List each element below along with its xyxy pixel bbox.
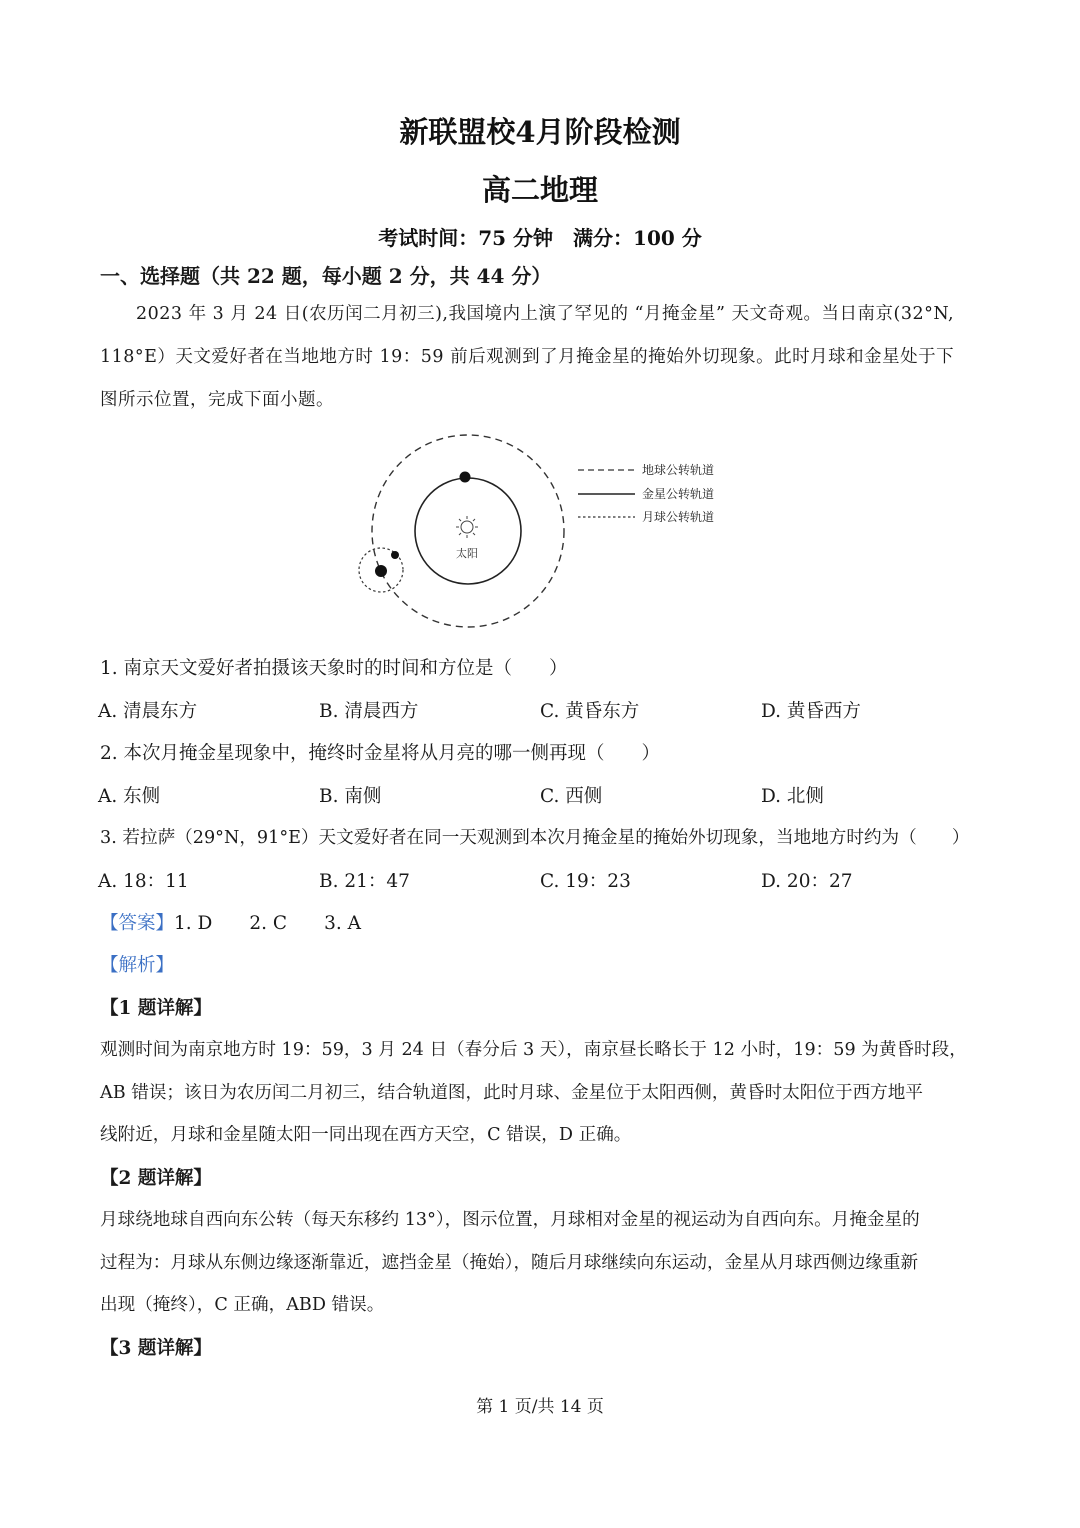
question-3-option-d: D. 20：27: [761, 871, 853, 892]
question-1-stem: 1. 南京天文爱好者拍摄该天象时的时间和方位是（ ）: [100, 658, 568, 679]
legend-label-earth-orbit: 地球公转轨道: [642, 463, 715, 477]
detail-2-line-3: 出现（掩终），C 正确，ABD 错误。: [100, 1295, 385, 1315]
legend-label-moon-orbit: 月球公转轨道: [642, 510, 715, 524]
intro-line-2: 118°E）天文爱好者在当地地方时 19：59 前后观测到了月掩金星的掩始外切现象。此时月球和金星处于下: [100, 347, 955, 367]
intro-line-1: 2023 年 3 月 24 日(农历闰二月初三),我国境内上演了罕见的 “月掩金星” 天文奇观。当日南京(32°N,: [136, 304, 955, 324]
sun-label: 太阳: [456, 547, 478, 560]
answer-row: [100, 909, 361, 935]
orbit-diagram: [350, 425, 750, 635]
question-2-option-a: A. 东侧: [98, 786, 161, 807]
detail-2-line-2: 过程为：月球从东侧边缘逐渐靠近，遮挡金星（掩始），随后月球继续向东运动，金星从月球西侧边缘重新: [100, 1253, 919, 1273]
earth-orbit: [372, 435, 564, 627]
venus-orbit: [415, 478, 521, 584]
detail-1-heading: 【1 题详解】: [100, 998, 212, 1019]
sun-icon: [456, 516, 478, 538]
question-2-stem: 2. 本次月掩金星现象中，掩终时金星将从月亮的哪一侧再现（ ）: [100, 743, 661, 764]
exam-title: 新联盟校4月阶段检测: [399, 115, 681, 149]
venus-dot-top: [460, 472, 471, 483]
question-3-option-a: A. 18：11: [98, 871, 189, 892]
question-1-option-c: C. 黄昏东方: [540, 701, 640, 722]
intro-line-3: 图所示位置，完成下面小题。: [100, 390, 334, 410]
question-2-option-b: B. 南侧: [319, 786, 382, 807]
detail-3-heading: 【3 题详解】: [100, 1338, 212, 1359]
detail-2-line-1: 月球绕地球自西向东公转（每天东移约 13°），图示位置，月球相对金星的视运动为自西向东。月掩金星的: [100, 1210, 920, 1230]
exam-info: 考试时间：75 分钟 满分：100 分: [378, 226, 702, 250]
question-3-option-b: B. 21：47: [319, 871, 410, 892]
legend-label-venus-orbit: 金星公转轨道: [642, 487, 715, 501]
detail-2-heading: 【2 题详解】: [100, 1168, 212, 1189]
venus-dot-near-moon: [391, 551, 399, 559]
detail-1-line-3: 线附近，月球和金星随太阳一同出现在西方天空，C 错误，D 正确。: [100, 1125, 632, 1145]
earth-dot: [375, 565, 387, 577]
detail-1-line-1: 观测时间为南京地方时 19：59，3 月 24 日（春分后 3 天），南京昼长略长于 12 小时，19：59 为黄昏时段，: [100, 1040, 967, 1060]
question-2-option-c: C. 西侧: [540, 786, 603, 807]
answer-label: 【答案】: [100, 913, 175, 934]
question-3-stem: 3. 若拉萨（29°N，91°E）天文爱好者在同一天观测到本次月掩金星的掩始外切现象，当地地方时约为（ ）: [100, 828, 970, 848]
answer-values: 1. D 2. C 3. A: [174, 913, 361, 934]
question-2-option-d: D. 北侧: [761, 786, 824, 807]
subject-title: 高二地理: [481, 173, 598, 207]
page-footer: 第 1 页/共 14 页: [476, 1397, 604, 1417]
analysis-label: 【解析】: [100, 955, 175, 976]
detail-1-line-2: AB 错误；该日为农历闰二月初三，结合轨道图，此时月球、金星位于太阳西侧，黄昏时太阳位于西方地平: [100, 1083, 923, 1103]
section-heading: 一、选择题（共 22 题，每小题 2 分，共 44 分）: [100, 264, 552, 288]
question-3-option-c: C. 19：23: [540, 871, 631, 892]
question-1-option-d: D. 黄昏西方: [761, 701, 861, 722]
question-1-option-b: B. 清晨西方: [319, 701, 419, 722]
question-1-option-a: A. 清晨东方: [98, 701, 198, 722]
